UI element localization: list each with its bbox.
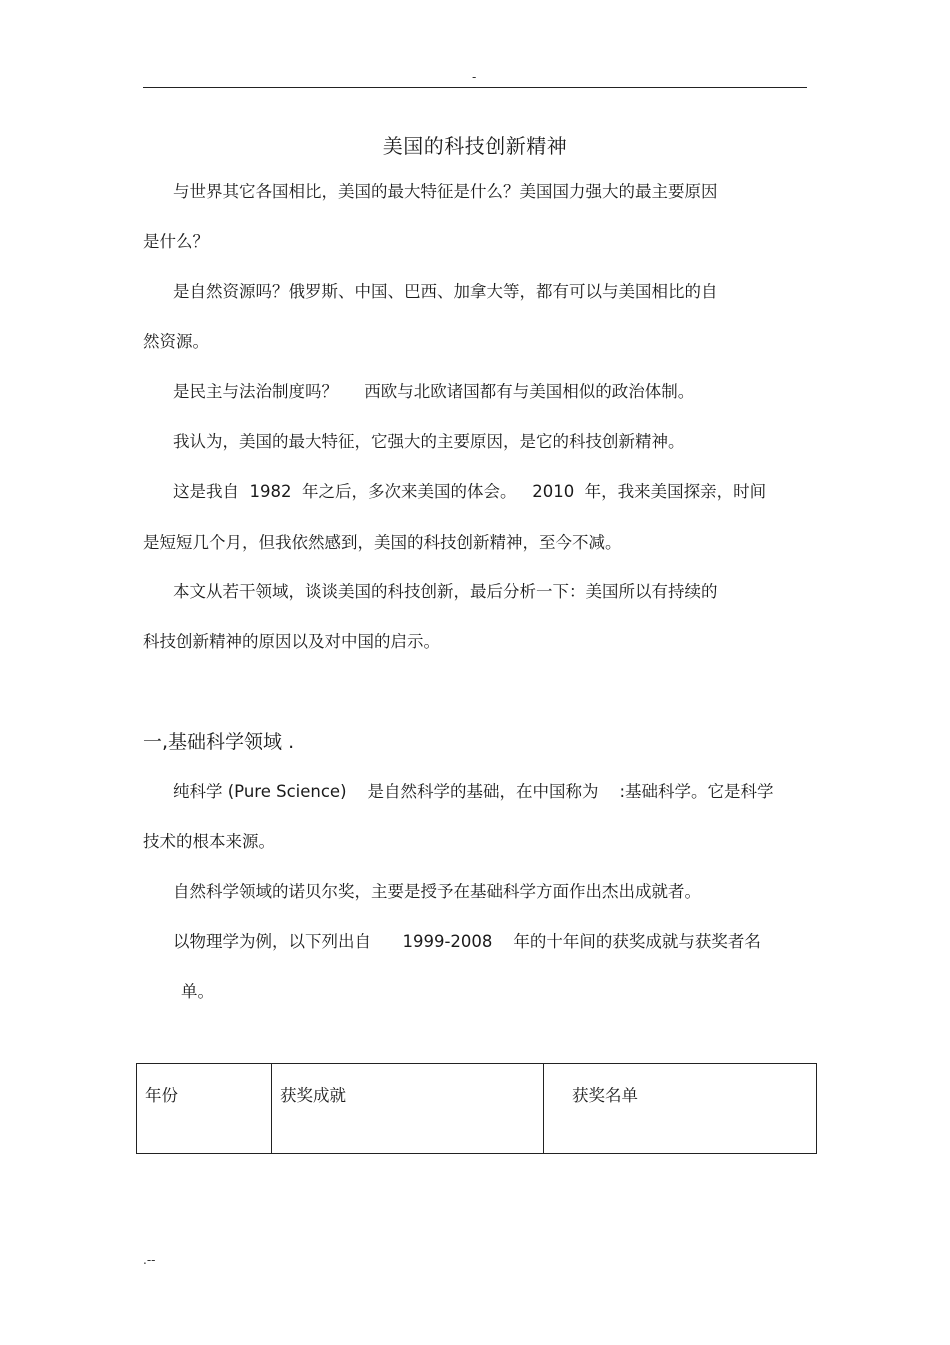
table-header-winners: 获奖名单 bbox=[544, 1064, 817, 1154]
section-heading: 一,基础科学领域 . bbox=[143, 731, 295, 753]
paragraph-line: 这是我自 1982 年之后，多次来美国的体会。 2010 年，我来美国探亲，时间 bbox=[173, 482, 767, 501]
paragraph-line: 是自然资源吗？俄罗斯、中国、巴西、加拿大等，都有可以与美国相比的自 bbox=[173, 282, 718, 301]
paragraph-line: 是什么？ bbox=[143, 232, 209, 251]
paragraph-line: 是民主与法治制度吗？ 西欧与北欧诸国都有与美国相似的政治体制。 bbox=[173, 382, 695, 401]
table-header-row bbox=[137, 1064, 817, 1154]
paragraph-line: 自然科学领域的诺贝尔奖，主要是授予在基础科学方面作出杰出成就者。 bbox=[173, 882, 701, 901]
paragraph-line: 我认为，美国的最大特征，它强大的主要原因，是它的科技创新精神。 bbox=[173, 432, 685, 451]
paragraph-line: 技术的根本来源。 bbox=[143, 832, 275, 851]
paragraph-line: 是短短几个月，但我依然感到，美国的科技创新精神，至今不减。 bbox=[143, 533, 622, 552]
header-mark: - bbox=[472, 70, 477, 84]
document-title: 美国的科技创新精神 bbox=[382, 134, 568, 158]
table-header-year: 年份 bbox=[137, 1064, 272, 1154]
footer-mark: .-- bbox=[143, 1253, 156, 1267]
awards-table bbox=[136, 1063, 817, 1154]
paragraph-line: 然资源。 bbox=[143, 332, 209, 351]
paragraph-line: 单。 bbox=[181, 982, 214, 1001]
paragraph-line: 本文从若干领域，谈谈美国的科技创新，最后分析一下：美国所以有持续的 bbox=[173, 582, 718, 601]
table-header-achievement: 获奖成就 bbox=[272, 1064, 544, 1154]
paragraph-line: 与世界其它各国相比，美国的最大特征是什么？美国国力强大的最主要原因 bbox=[173, 182, 718, 201]
paragraph-line: 以物理学为例，以下列出自 1999-2008 年的十年间的获奖成就与获奖者名 bbox=[173, 932, 761, 951]
paragraph-line: 纯科学 (Pure Science) 是自然科学的基础，在中国称为 :基础科学。它是科学 bbox=[173, 782, 774, 801]
header-rule bbox=[143, 87, 807, 88]
paragraph-line: 科技创新精神的原因以及对中国的启示。 bbox=[143, 632, 440, 651]
